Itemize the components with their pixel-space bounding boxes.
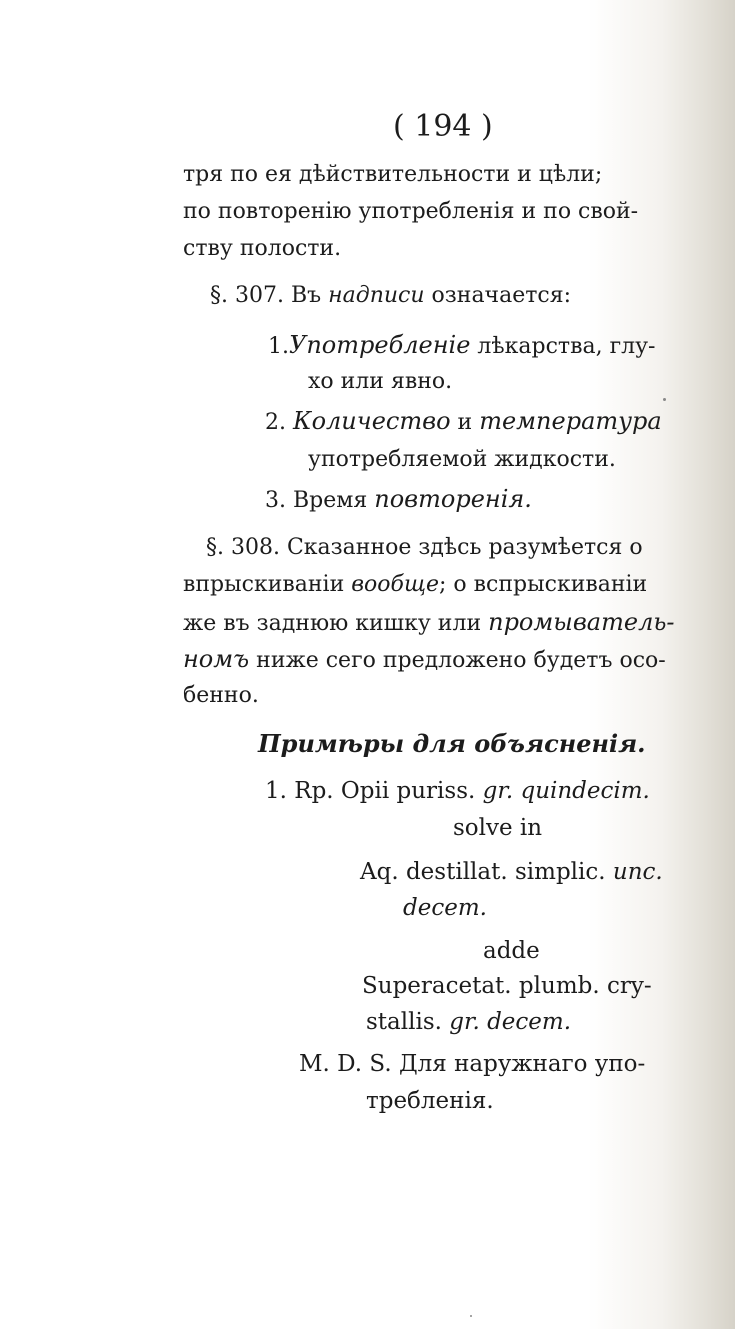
list-item-number: 1. — [268, 334, 289, 359]
list-item-text: Время — [293, 488, 368, 513]
recipe-line: M. D. S. Для наружнаго упо- — [299, 1051, 646, 1077]
section-308-line — [183, 607, 675, 639]
list-item-text: лѣкарства, глу- — [477, 334, 656, 359]
text-span-italic: номъ — [183, 645, 250, 673]
list-item-1 — [268, 330, 655, 362]
list-item-term: Употребленіе — [289, 331, 471, 359]
recipe-line: Superacetat. plumb. cry- — [362, 973, 652, 999]
text-line: по повторенію употребленія и по свой- — [183, 199, 639, 224]
text-span: Aq. destillat. simplic. — [360, 859, 606, 885]
list-item-number: 2. — [265, 410, 286, 435]
text-span: ; о вспрыскиваніи — [439, 572, 648, 597]
text-span-italic: unc. — [612, 859, 663, 885]
recipe-line — [366, 1007, 571, 1037]
section-308-line — [183, 570, 647, 600]
page-number: ( 194 ) — [393, 109, 493, 144]
section-307-rest: означается: — [431, 283, 572, 308]
list-item-term: Количество — [293, 407, 451, 435]
section-308-line — [183, 644, 666, 676]
list-item-number: 3. — [265, 488, 286, 513]
paper-speck — [663, 398, 666, 401]
text-span: же въ заднюю кишку или — [183, 611, 482, 636]
text-line: ству полости. — [183, 236, 342, 261]
section-308-line: §. 308. Сказанное здѣсь разумѣется о — [206, 535, 643, 560]
section-307-heading — [210, 281, 571, 311]
text-span-italic: вообще — [351, 572, 440, 597]
paper-speck — [470, 1315, 472, 1317]
section-307-intro: §. 307. Въ — [210, 283, 322, 308]
recipe-line: solve in — [453, 815, 543, 841]
recipe-line: требленія. — [366, 1088, 494, 1114]
list-item-3 — [265, 484, 532, 516]
recipe-line: adde — [483, 938, 540, 964]
list-item-2 — [265, 406, 662, 438]
text-span-italic: промыватель- — [488, 608, 675, 636]
section-308-line: бенно. — [183, 683, 259, 708]
text-span: stallis. — [366, 1009, 442, 1035]
list-item-1-continuation: хо или явно. — [308, 369, 453, 394]
recipe-line — [265, 776, 650, 806]
list-item-term: повторенія. — [374, 485, 532, 513]
text-span: впрыскиваніи — [183, 572, 345, 597]
text-span: 1. Rp. Opii puriss. — [265, 778, 476, 804]
text-span-italic: gr. decem. — [449, 1009, 572, 1035]
list-item-2-continuation: употребляемой жидкости. — [308, 447, 616, 472]
list-item-term-2: температура — [479, 407, 662, 435]
text-span: ниже сего предложено будетъ осо- — [256, 648, 666, 673]
recipe-line: decem. — [403, 895, 487, 921]
text-span-italic: quindecim. — [520, 778, 650, 804]
text-span-italic: gr. — [482, 778, 514, 804]
section-307-term: надписи — [328, 283, 425, 308]
text-line: тря по ея дѣйствительности и цѣли; — [183, 162, 603, 187]
list-item-text: и — [457, 410, 473, 435]
examples-heading: Примѣры для объясненія. — [258, 729, 646, 758]
recipe-line — [360, 857, 663, 887]
